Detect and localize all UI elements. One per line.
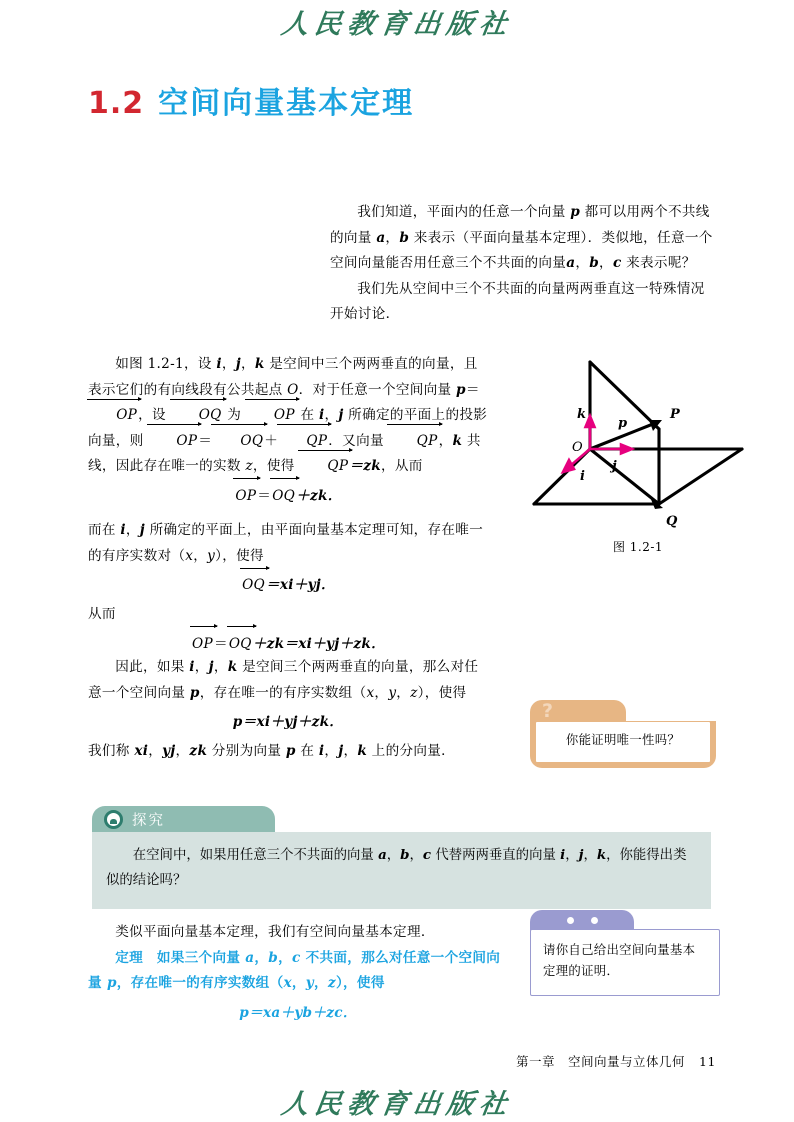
dot-icon-2 [591, 917, 598, 924]
var-x2: x [366, 684, 375, 701]
var-j5: j [338, 743, 344, 759]
vector-OQ-eq1: OQ [271, 483, 296, 510]
var-c3: c [292, 949, 301, 966]
ex-t1: 在空间中，如果用任意三个不共面的向量 [132, 848, 379, 863]
var-p5: p [106, 975, 117, 991]
var-p3: p [189, 684, 200, 701]
var-k6: k [596, 847, 607, 863]
note-frame-orange [530, 721, 716, 768]
t5: 为 [222, 407, 246, 423]
body-paragraph-4: 因此，如果 i，j，k 是空间三个两两垂直的向量，那么对任意一个空间向量 p，存在唯一的有序实数组（x，y，z），使得 [88, 659, 479, 701]
body-paragraph-2: 而在 i，j 所确定的平面上，由平面向量基本定理可知，存在唯一的有序实数对（x，y），使得 [88, 522, 484, 564]
section-title: 空间向量基本定理 [158, 86, 415, 121]
ex-t3: ，你能得出类似的结论吗？ [106, 848, 687, 888]
var-i: i [216, 356, 222, 372]
var-k5: k [357, 743, 368, 759]
body-block-c [88, 655, 488, 765]
var-k: k [254, 356, 265, 372]
explore-body: 在空间中，如果用任意三个不共面的向量 a，b，c 代替两两垂直的向量 i，j，k，你能得出类似的结论吗？ [92, 832, 711, 909]
magnifier-icon [104, 810, 123, 829]
var-y2: y [388, 684, 397, 701]
t12: 而在 [88, 522, 121, 538]
eq3-tail: ＋zk＝xi＋yj＋zk． [252, 635, 385, 652]
t22: 上的分向量． [367, 743, 456, 759]
t13: 所确定的平面上，由平面向量基本定理可知，存在唯一的有序实数对（ [88, 522, 484, 564]
t8: ．又向量 [328, 432, 389, 449]
expr-yj: yj [162, 743, 176, 759]
equation-1 [88, 483, 488, 510]
intro-text-b: 都可以用两个不共线的向量 [330, 204, 710, 246]
equation-4 [88, 709, 488, 736]
t7: 所确定的平面上的投影向量，则 [88, 407, 488, 449]
explore-label: 探究 [132, 813, 165, 829]
expr-zk2: zk [189, 743, 208, 759]
vector-OP-eq3: OP [191, 631, 214, 658]
var-c: c [612, 255, 622, 271]
label-i: i [580, 469, 585, 484]
var-p2: p [456, 381, 466, 398]
t2: 是空间中三个两两垂直的向量，且表示它们的有向线段有公共起点 [88, 356, 478, 398]
th-t1: 如果三个向量 [142, 949, 246, 966]
theorem-equation-text: p＝xa＋yb＋zc． [239, 1004, 357, 1021]
t6: 在 [295, 407, 319, 423]
t18: ），使得 [417, 684, 467, 701]
vector-diagram-svg [520, 352, 756, 532]
theorem-equation [88, 1001, 508, 1027]
var-x: x [185, 547, 194, 564]
var-j4: j [208, 659, 214, 675]
var-j3: j [139, 522, 146, 538]
explore-indent [106, 848, 133, 863]
var-a3: a [378, 847, 387, 863]
theorem-lead: 类似平面向量基本定理，我们有空间向量基本定理． [115, 924, 435, 940]
t4: ，设 [138, 407, 171, 423]
t15: 因此，如果 [115, 659, 190, 675]
point-O: O [287, 381, 299, 398]
var-j2: j [338, 407, 344, 423]
vector-OP-eq1: OP [234, 483, 257, 510]
label-p: p [618, 416, 628, 431]
vector-QP: QP [278, 429, 328, 455]
figure-caption: 图 1.2-1 [612, 540, 664, 554]
t3: ．对于任意一个空间向量 [298, 381, 457, 398]
intro-text-d: 来表示呢？ [621, 255, 696, 271]
body-block-b [88, 518, 488, 661]
t20: 分别为向量 [207, 743, 286, 759]
t10: ，使得 [252, 458, 300, 474]
footer-page-number: 11 [699, 1054, 716, 1069]
var-i6: i [560, 847, 566, 863]
vector-OQ-eq3: OQ [228, 631, 253, 658]
theorem-label: 定理 [115, 949, 143, 966]
var-y3: y [305, 975, 314, 991]
var-a4: a [245, 949, 255, 966]
label-j: j [612, 459, 617, 474]
intro-line-1 [330, 200, 716, 277]
label-k: k [577, 407, 587, 422]
var-y: y [207, 547, 216, 564]
intro-line-2: 我们先从空间中三个不共面的向量两两垂直这一特殊情况开始讨论． [330, 280, 705, 322]
var-z2: z [410, 684, 418, 701]
eq2-tail: ＝xi＋yj． [265, 577, 335, 593]
t16: 是空间三个两两垂直的向量，那么对任意一个空间向量 [88, 659, 479, 701]
vector-QP-2: QP [388, 429, 438, 455]
theorem-block [88, 920, 508, 1026]
var-k2: k [452, 432, 463, 449]
var-z: z [245, 458, 253, 474]
t1: 如图 1.2-1，设 [115, 356, 217, 372]
equation-2 [88, 572, 488, 599]
equation-3 [88, 631, 488, 658]
intro-text-c: 来表示（平面向量基本定理）．类似地，任意一个空间向量能否用任意三个不共面的向量 [330, 229, 713, 271]
note-text-purple: 请你自己给出空间向量基本定理的证明． [530, 929, 720, 996]
publisher-logo-bottom: 人民教育出版社 [279, 1089, 515, 1120]
var-x3: x [283, 975, 292, 991]
explore-box [92, 806, 711, 909]
t9: 共线，因此存在唯一的实数 [88, 432, 481, 474]
vector-OP: OP [88, 403, 138, 429]
section-number: 1.2 [88, 86, 145, 121]
intro-text-a: 我们知道，平面内的任意一个向量 [357, 204, 571, 220]
var-a: a [376, 229, 386, 246]
vector-QP-3: QP [299, 454, 349, 480]
body-paragraph-1: 如图 1.2-1，设 i，j，k 是空间中三个两两垂直的向量，且表示它们的有向线段有公共起点 O．对于任意一个空间向量 p＝OP，设 OQ 为 OP 在 i，j 所确定的平面上的投影向量，则 OP＝ OQ＋ QP．又向量 QP，k 共线，因此存在唯一的实数 z，使得 QP＝zk，从而 [88, 352, 488, 480]
note-tab-purple [530, 910, 634, 930]
question-mark-icon: ? [542, 699, 554, 722]
publisher-logo-top: 人民教育出版社 [279, 9, 515, 40]
explore-tab [92, 806, 275, 833]
footer-chapter: 第一章 空间向量与立体几何 [516, 1054, 686, 1069]
t19: 我们称 [88, 743, 135, 759]
theorem-statement: 定理 如果三个向量 a，b，c 不共面，那么对任意一个空间向量 p，存在唯一的有序实数组（x，y，z），使得 [88, 949, 501, 991]
var-b: b [399, 229, 410, 246]
var-b3: b [400, 847, 410, 863]
eq1-tail: ＋zk． [296, 487, 342, 504]
var-b2: b [589, 255, 600, 271]
vector-OQ-2: OQ [212, 429, 264, 455]
var-i3: i [120, 522, 126, 538]
note-box-proof [530, 910, 720, 996]
th-t2: 不共面，那么对任意一个空间向量 [88, 949, 501, 991]
label-P: P [670, 407, 680, 422]
vector-OQ: OQ [171, 403, 223, 429]
var-i4: i [189, 659, 195, 675]
eq4-text: p＝xi＋yj＋zk． [232, 714, 344, 730]
eq3-equals: ＝ [213, 635, 228, 652]
ex-t2: 代替两两垂直的向量 [431, 848, 561, 863]
var-i2: i [318, 407, 325, 423]
comma2: ， [575, 255, 590, 271]
var-p4: p [285, 743, 296, 759]
page-footer [0, 1052, 794, 1070]
t14: ），使得 [215, 547, 264, 564]
vector-OP-2: OP [246, 403, 296, 429]
body-block-a [88, 352, 488, 513]
intro-paragraph [330, 200, 716, 328]
expr-zk: ＝zk [349, 458, 381, 474]
var-j6: j [578, 847, 584, 863]
var-j: j [235, 356, 241, 372]
t21: 在 [295, 743, 319, 759]
comma3: ， [599, 255, 613, 271]
var-c2: c [422, 847, 432, 863]
diagram-lines [534, 362, 742, 504]
var-i5: i [318, 743, 325, 759]
var-b4: b [268, 949, 279, 966]
vector-OQ-eq2: OQ [241, 572, 266, 599]
note-text-orange: 你能证明唯一性吗？ [535, 721, 711, 763]
t11: ，从而 [380, 458, 423, 474]
eq1-equals: ＝ [257, 487, 272, 504]
var-a2: a [566, 255, 576, 271]
note-tab-orange [530, 700, 626, 722]
label-Q: Q [666, 514, 678, 529]
th-t3: ，存在唯一的有序实数组（ [116, 975, 284, 991]
var-z3: z [327, 975, 336, 991]
label-O: O [572, 440, 583, 455]
body-paragraph-3: 从而 [88, 606, 116, 622]
var-k4: k [227, 659, 238, 675]
expr-xi: xi [134, 743, 149, 759]
var-p: p [570, 204, 581, 220]
dot-icon-1 [567, 917, 574, 924]
page-title [88, 78, 414, 122]
body-paragraph-5: 我们称 xi，yj，zk 分别为向量 p 在 i，j，k 上的分向量． [88, 743, 456, 759]
t17: ，存在唯一的有序实数组（ [199, 684, 367, 701]
vector-OP-3: OP [148, 429, 198, 455]
figure-1-2-1 [520, 352, 756, 555]
th-t4: ），使得 [335, 975, 385, 991]
comma: ， [385, 229, 400, 246]
note-box-uniqueness [530, 700, 716, 768]
equals: ＝ [465, 381, 480, 398]
